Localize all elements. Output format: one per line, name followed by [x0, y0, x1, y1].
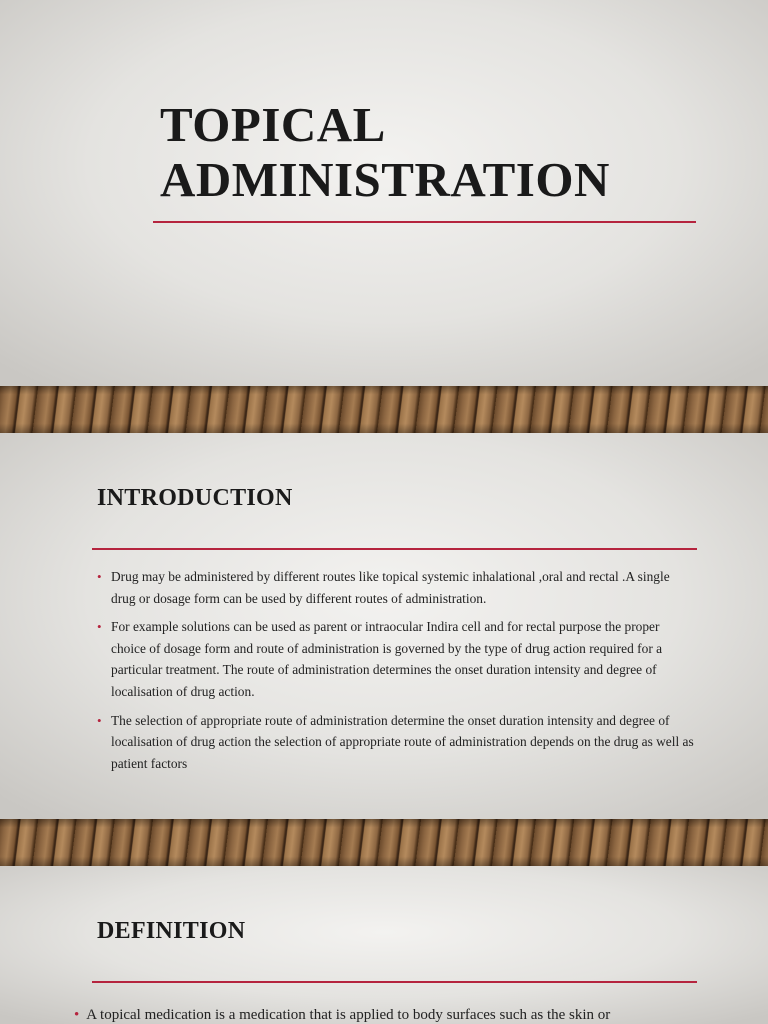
wood-floor-divider — [0, 386, 768, 433]
bullet-item: • The selection of appropriate route of administration determine the onset duration intensity and degree of localisation of drug action the selection of appropriate route of administration depends on the drug as well as patient factors — [97, 710, 697, 775]
bullet-item: • Drug may be administered by different routes like topical systemic inhalational ,oral and rectal .A single drug or dosage form can be used by different routes of administration. — [97, 566, 697, 609]
slide-title-heading — [160, 97, 720, 207]
title-line-2: ADMINISTRATION — [160, 152, 610, 207]
bullet-dot-icon: • — [74, 1007, 80, 1023]
slide-introduction — [0, 433, 768, 819]
definition-bullet-text: A topical medication is a medication that is applied to body surfaces such as the skin or — [86, 1007, 611, 1023]
slide-definition — [0, 866, 768, 1024]
title-line-1: TOPICAL — [160, 97, 386, 152]
introduction-heading: INTRODUCTION — [97, 485, 293, 511]
title-underline — [153, 221, 696, 223]
definition-bullet — [74, 1004, 754, 1024]
wood-floor-divider — [0, 819, 768, 866]
definition-heading: DEFINITION — [97, 918, 246, 944]
introduction-bullet-list — [97, 566, 697, 781]
definition-underline — [92, 981, 697, 983]
slide-title — [0, 0, 768, 386]
bullet-item: • For example solutions can be used as parent or intraocular Indira cell and for rectal purpose the proper choice of dosage form and route of administration is governed by the type of drug action required for a particular treatment. The route of administration determines the onset duration intensity and degree of localisation of drug action. — [97, 616, 697, 702]
introduction-underline — [92, 548, 697, 550]
